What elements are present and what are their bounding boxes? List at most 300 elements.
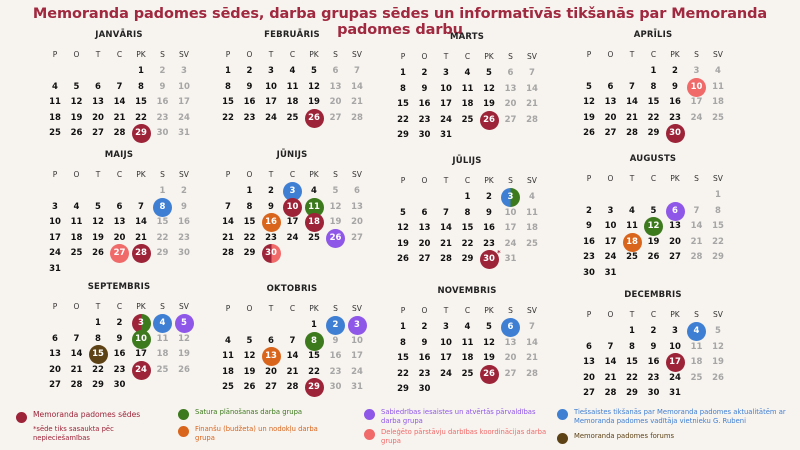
calendar-day[interactable]: 6 xyxy=(666,202,685,221)
calendar-day[interactable]: 17 xyxy=(440,99,452,109)
calendar-day[interactable]: 4 xyxy=(289,66,296,76)
calendar-day[interactable]: 18 xyxy=(222,366,234,377)
calendar-day[interactable]: 16 xyxy=(243,97,256,107)
calendar-day[interactable]: 29 xyxy=(397,130,409,140)
calendar-day[interactable]: 5 xyxy=(175,314,194,333)
calendar-day[interactable]: 29 xyxy=(461,254,474,264)
calendar-day[interactable]: 30 xyxy=(418,130,431,140)
calendar-day[interactable]: 8 xyxy=(629,341,635,352)
calendar-day[interactable]: 7 xyxy=(289,335,296,346)
calendar-day[interactable]: 21 xyxy=(526,353,538,363)
calendar-day[interactable]: 9 xyxy=(650,341,657,352)
calendar-day[interactable]: 11 xyxy=(222,351,234,361)
calendar-day[interactable]: 6 xyxy=(586,341,592,352)
calendar-day[interactable]: 8 xyxy=(138,81,144,92)
calendar-day[interactable]: 14 xyxy=(135,217,147,227)
calendar-day[interactable]: 15 xyxy=(156,217,169,227)
calendar-day[interactable]: 20 xyxy=(113,232,126,243)
calendar-day[interactable]: 10 xyxy=(178,81,190,92)
calendar-day[interactable]: 4 xyxy=(52,81,58,92)
calendar-day[interactable]: 26 xyxy=(92,248,104,258)
calendar-day[interactable]: 14 xyxy=(286,351,299,361)
calendar-day[interactable]: 30 xyxy=(156,128,169,138)
calendar-day[interactable]: 6 xyxy=(607,81,614,92)
calendar-day[interactable]: 13 xyxy=(418,223,431,233)
calendar-day[interactable]: 11 xyxy=(286,81,299,92)
calendar-day[interactable]: 26 xyxy=(70,128,83,138)
calendar-day[interactable]: 25 xyxy=(156,364,169,375)
calendar-day[interactable]: 1 xyxy=(311,320,317,330)
calendar-day[interactable]: 13 xyxy=(583,357,595,367)
calendar-day[interactable]: 15 xyxy=(626,357,638,367)
calendar-day[interactable]: 23 xyxy=(483,238,495,249)
calendar-day[interactable]: 8 xyxy=(225,81,231,92)
calendar-day[interactable]: 23 xyxy=(669,112,681,123)
calendar-day[interactable]: 3 xyxy=(607,205,614,216)
calendar-day[interactable]: 4 xyxy=(464,322,471,332)
calendar-day[interactable]: 26 xyxy=(397,254,409,264)
calendar-day[interactable]: 13 xyxy=(504,83,517,94)
calendar-day[interactable]: 30 xyxy=(329,382,342,392)
calendar-day[interactable]: 7 xyxy=(529,322,535,332)
calendar-day[interactable]: 28 xyxy=(526,368,538,379)
calendar-day[interactable]: 28 xyxy=(690,252,703,262)
calendar-day[interactable]: 2 xyxy=(650,326,657,336)
calendar-day[interactable]: 22 xyxy=(156,232,169,243)
calendar-day[interactable]: 17 xyxy=(351,351,363,361)
calendar-day[interactable]: 12 xyxy=(583,97,595,107)
calendar-day[interactable]: 31 xyxy=(604,267,617,278)
calendar-day[interactable]: 26 xyxy=(243,382,256,392)
calendar-day[interactable]: 1 xyxy=(225,66,231,76)
calendar-day[interactable]: 15 xyxy=(397,99,409,109)
calendar-day[interactable]: 10 xyxy=(265,81,277,92)
calendar-day[interactable]: 20 xyxy=(329,97,342,107)
calendar-day[interactable]: 29 xyxy=(305,378,324,397)
calendar-day[interactable]: 10 xyxy=(669,341,681,352)
calendar-day[interactable]: 2 xyxy=(159,66,166,76)
calendar-day[interactable]: 29 xyxy=(92,380,104,390)
calendar-day[interactable]: 15 xyxy=(135,97,147,107)
calendar-day[interactable]: 27 xyxy=(49,380,61,390)
calendar-day[interactable]: 7 xyxy=(693,205,700,216)
calendar-day[interactable]: 6 xyxy=(507,68,514,78)
calendar-day[interactable]: 21 xyxy=(222,232,234,243)
calendar-day[interactable]: 14 xyxy=(113,97,126,107)
calendar-day[interactable]: 13 xyxy=(92,97,104,107)
calendar-day[interactable]: 8 xyxy=(246,201,253,212)
calendar-day[interactable]: 19 xyxy=(647,236,660,247)
calendar-day[interactable]: 27 xyxy=(504,114,517,125)
calendar-day[interactable]: 25 xyxy=(49,128,61,138)
calendar-day[interactable]: 21 xyxy=(286,366,299,377)
calendar-day[interactable]: 13 xyxy=(113,217,126,227)
calendar-day[interactable]: 1 xyxy=(159,186,166,196)
calendar-day[interactable]: 26 xyxy=(647,252,660,262)
calendar-day[interactable]: 30 xyxy=(647,388,660,398)
calendar-day[interactable]: 5 xyxy=(486,68,492,78)
calendar-day[interactable]: 18 xyxy=(690,357,703,367)
calendar-day[interactable]: 16 xyxy=(329,351,342,361)
calendar-day[interactable]: 2 xyxy=(326,316,345,335)
calendar-day[interactable]: 19 xyxy=(178,349,190,359)
calendar-day[interactable]: 7 xyxy=(629,81,635,92)
calendar-day[interactable]: 19 xyxy=(397,238,409,249)
calendar-day[interactable]: 19 xyxy=(92,232,104,243)
calendar-day[interactable]: 3 xyxy=(348,316,367,335)
calendar-day[interactable]: 7 xyxy=(607,341,614,352)
calendar-day[interactable]: 5 xyxy=(95,201,101,212)
calendar-day[interactable]: 28 xyxy=(440,254,452,264)
calendar-day[interactable]: 23 xyxy=(156,112,169,123)
calendar-day[interactable]: 21 xyxy=(70,364,83,375)
calendar-day[interactable]: 6 xyxy=(52,333,58,344)
calendar-day[interactable]: 13 xyxy=(329,81,342,92)
calendar-day[interactable]: 13 xyxy=(351,201,363,212)
calendar-day[interactable]: 28 xyxy=(70,380,83,390)
calendar-day[interactable]: 27 xyxy=(669,252,681,262)
calendar-day[interactable]: 11 xyxy=(156,333,169,344)
calendar-day[interactable]: 17 xyxy=(265,97,277,107)
calendar-day[interactable]: 19 xyxy=(483,99,495,109)
calendar-day[interactable]: 20 xyxy=(583,372,595,383)
calendar-day[interactable]: 22 xyxy=(397,368,409,379)
calendar-day[interactable]: 24 xyxy=(132,361,151,380)
calendar-day[interactable]: 7 xyxy=(443,207,449,218)
calendar-day[interactable]: 31 xyxy=(504,254,517,264)
calendar-day[interactable]: 23 xyxy=(243,112,256,123)
calendar-day[interactable]: 2 xyxy=(181,186,187,196)
calendar-day[interactable]: 24 xyxy=(440,114,452,125)
calendar-day[interactable]: 22 xyxy=(647,112,660,123)
calendar-day[interactable]: 28 xyxy=(351,112,363,123)
calendar-day[interactable]: 28 xyxy=(132,244,151,263)
calendar-day[interactable]: 14 xyxy=(440,223,452,233)
calendar-day[interactable]: 4 xyxy=(73,201,80,212)
calendar-day[interactable]: 26 xyxy=(583,128,595,138)
calendar-day[interactable]: 4 xyxy=(629,205,635,216)
calendar-day[interactable]: 2 xyxy=(116,318,123,328)
calendar-day[interactable]: 24 xyxy=(440,368,452,379)
calendar-day[interactable]: 6 xyxy=(332,66,339,76)
calendar-day[interactable]: 5 xyxy=(486,322,492,332)
calendar-day[interactable]: 8 xyxy=(153,198,172,217)
calendar-day[interactable]: 26 xyxy=(305,109,324,128)
calendar-day[interactable]: 14 xyxy=(604,357,617,367)
calendar-day[interactable]: 30 xyxy=(262,244,281,263)
calendar-day[interactable]: 25 xyxy=(712,112,724,123)
calendar-day[interactable]: 20 xyxy=(669,236,681,247)
calendar-day[interactable]: 12 xyxy=(712,341,724,352)
calendar-day[interactable]: 7 xyxy=(138,201,144,212)
calendar-day[interactable]: 22 xyxy=(135,112,147,123)
calendar-day[interactable]: 14 xyxy=(526,337,538,348)
calendar-day[interactable]: 10 xyxy=(604,221,617,231)
calendar-day[interactable]: 5 xyxy=(715,326,721,336)
calendar-day[interactable]: 23 xyxy=(113,364,126,375)
calendar-day[interactable]: 17 xyxy=(604,236,617,247)
calendar-day[interactable]: 21 xyxy=(626,112,638,123)
calendar-day[interactable]: 15 xyxy=(222,97,234,107)
calendar-day[interactable]: 6 xyxy=(116,201,123,212)
calendar-day[interactable]: 12 xyxy=(92,217,104,227)
calendar-day[interactable]: 26 xyxy=(712,372,724,383)
calendar-day[interactable]: 30 xyxy=(418,384,431,394)
calendar-day[interactable]: 10 xyxy=(504,207,517,218)
calendar-day[interactable]: 6 xyxy=(501,318,520,337)
calendar-day[interactable]: 1 xyxy=(464,192,471,202)
calendar-day[interactable]: 18 xyxy=(712,97,724,107)
calendar-day[interactable]: 15 xyxy=(308,351,320,361)
calendar-day[interactable]: 18 xyxy=(461,353,474,363)
calendar-day[interactable]: 10 xyxy=(440,83,452,94)
calendar-day[interactable]: 19 xyxy=(483,353,495,363)
calendar-day[interactable]: 22 xyxy=(397,114,409,125)
calendar-day[interactable]: 22 xyxy=(461,238,474,249)
calendar-day[interactable]: 1 xyxy=(138,66,144,76)
calendar-day[interactable]: 23 xyxy=(418,368,431,379)
calendar-day[interactable]: 26 xyxy=(178,364,190,375)
calendar-day[interactable]: 22 xyxy=(222,112,234,123)
calendar-day[interactable]: 30 xyxy=(178,248,190,258)
calendar-day[interactable]: 4 xyxy=(225,335,231,346)
calendar-day[interactable]: 18 xyxy=(49,112,61,123)
calendar-day[interactable]: 24 xyxy=(178,112,190,123)
calendar-day[interactable]: 16 xyxy=(483,223,495,233)
calendar-day[interactable]: 5 xyxy=(332,186,339,196)
calendar-day[interactable]: 8 xyxy=(464,207,471,218)
calendar-day[interactable]: 24 xyxy=(286,232,299,243)
calendar-day[interactable]: 13 xyxy=(262,347,281,366)
calendar-day[interactable]: 17 xyxy=(440,353,452,363)
calendar-day[interactable]: 9 xyxy=(421,337,428,348)
calendar-day[interactable]: 15 xyxy=(647,97,660,107)
calendar-day[interactable]: 1 xyxy=(715,190,721,200)
calendar-day[interactable]: 10 xyxy=(49,217,61,227)
calendar-day[interactable]: 1 xyxy=(650,66,657,76)
calendar-day[interactable]: 29 xyxy=(243,248,256,258)
calendar-day[interactable]: 10 xyxy=(283,198,302,217)
calendar-day[interactable]: 24 xyxy=(504,238,517,249)
calendar-day[interactable]: 13 xyxy=(669,221,681,231)
calendar-day[interactable]: 2 xyxy=(268,186,274,196)
calendar-day[interactable]: 29 xyxy=(647,128,660,138)
calendar-day[interactable]: 23 xyxy=(178,232,190,243)
calendar-day[interactable]: 17 xyxy=(49,232,61,243)
calendar-day[interactable]: 28 xyxy=(222,248,234,258)
calendar-day[interactable]: 17 xyxy=(690,97,703,107)
calendar-day[interactable]: 8 xyxy=(95,333,101,344)
calendar-day[interactable]: 9 xyxy=(332,335,339,346)
calendar-day[interactable]: 24 xyxy=(49,248,61,258)
calendar-day[interactable]: 2 xyxy=(246,66,253,76)
calendar-day[interactable]: 29 xyxy=(626,388,638,398)
calendar-day[interactable]: 16 xyxy=(418,353,431,363)
calendar-day[interactable]: 18 xyxy=(70,232,83,243)
calendar-day[interactable]: 12 xyxy=(329,201,342,212)
calendar-day[interactable]: 20 xyxy=(92,112,104,123)
calendar-day[interactable]: 3 xyxy=(283,182,302,201)
calendar-day[interactable]: 5 xyxy=(311,66,317,76)
calendar-day[interactable]: 20 xyxy=(418,238,431,249)
calendar-day[interactable]: 19 xyxy=(712,357,724,367)
calendar-day[interactable]: 8 xyxy=(715,205,721,216)
calendar-day[interactable]: 11 xyxy=(690,341,703,352)
calendar-day[interactable]: 25 xyxy=(286,112,299,123)
calendar-day[interactable]: 4 xyxy=(153,314,172,333)
calendar-day[interactable]: 21 xyxy=(604,372,617,383)
calendar-day[interactable]: 22 xyxy=(243,232,256,243)
calendar-day[interactable]: 15 xyxy=(89,345,108,364)
calendar-day[interactable]: 28 xyxy=(626,128,638,138)
calendar-day[interactable]: 22 xyxy=(308,366,320,377)
calendar-day[interactable]: 17 xyxy=(286,217,299,227)
calendar-day[interactable]: 16 xyxy=(178,217,190,227)
calendar-day[interactable]: 13 xyxy=(504,337,517,348)
calendar-day[interactable]: 21 xyxy=(526,99,538,109)
calendar-day[interactable]: 8 xyxy=(305,332,324,351)
calendar-day[interactable]: 19 xyxy=(583,112,595,123)
calendar-day[interactable]: 12 xyxy=(70,97,83,107)
calendar-day[interactable]: 6 xyxy=(268,335,274,346)
calendar-day[interactable]: 30 xyxy=(583,267,595,278)
calendar-day[interactable]: 12 xyxy=(644,217,663,236)
calendar-day[interactable]: 14 xyxy=(626,97,638,107)
calendar-day[interactable]: 13 xyxy=(49,349,61,359)
calendar-day[interactable]: 21 xyxy=(440,238,452,249)
calendar-day[interactable]: 22 xyxy=(92,364,104,375)
calendar-day[interactable]: 27 xyxy=(329,112,342,123)
calendar-day[interactable]: 25 xyxy=(526,238,538,249)
calendar-day[interactable]: 17 xyxy=(178,97,190,107)
calendar-day[interactable]: 23 xyxy=(418,114,431,125)
calendar-day[interactable]: 16 xyxy=(669,97,681,107)
calendar-day[interactable]: 24 xyxy=(604,252,617,262)
calendar-day[interactable]: 9 xyxy=(159,81,166,92)
calendar-day[interactable]: 11 xyxy=(305,198,324,217)
calendar-day[interactable]: 27 xyxy=(583,388,595,398)
calendar-day[interactable]: 25 xyxy=(461,114,474,125)
calendar-day[interactable]: 25 xyxy=(308,232,320,243)
calendar-day[interactable]: 27 xyxy=(92,128,104,138)
calendar-day[interactable]: 17 xyxy=(666,353,685,372)
calendar-day[interactable]: 4 xyxy=(687,322,706,341)
calendar-day[interactable]: 5 xyxy=(650,205,657,216)
calendar-day[interactable]: 14 xyxy=(351,81,363,92)
calendar-day[interactable]: 11 xyxy=(526,207,538,218)
calendar-day[interactable]: 31 xyxy=(49,263,61,274)
calendar-day[interactable]: 30 xyxy=(480,250,499,269)
calendar-day[interactable]: 3 xyxy=(672,326,678,336)
calendar-day[interactable]: 6 xyxy=(421,207,428,218)
calendar-day[interactable]: 24 xyxy=(690,112,703,123)
calendar-day[interactable]: 16 xyxy=(418,99,431,109)
calendar-day[interactable]: 1 xyxy=(400,322,406,332)
calendar-day[interactable]: 30 xyxy=(113,380,126,390)
calendar-day[interactable]: 2 xyxy=(421,68,428,78)
calendar-day[interactable]: 7 xyxy=(73,333,80,344)
calendar-day[interactable]: 25 xyxy=(222,382,234,392)
calendar-day[interactable]: 23 xyxy=(583,252,595,262)
calendar-day[interactable]: 7 xyxy=(529,68,535,78)
calendar-day[interactable]: 5 xyxy=(246,335,253,346)
calendar-day[interactable]: 18 xyxy=(623,233,642,252)
calendar-day[interactable]: 20 xyxy=(351,217,363,227)
calendar-day[interactable]: 17 xyxy=(135,349,147,359)
calendar-day[interactable]: 7 xyxy=(225,201,231,212)
calendar-day[interactable]: 12 xyxy=(308,81,320,92)
calendar-day[interactable]: 4 xyxy=(529,192,535,202)
calendar-day[interactable]: 19 xyxy=(243,366,256,377)
calendar-day[interactable]: 10 xyxy=(440,337,452,348)
calendar-day[interactable]: 7 xyxy=(116,81,123,92)
calendar-day[interactable]: 15 xyxy=(461,223,474,233)
calendar-day[interactable]: 20 xyxy=(504,353,517,363)
calendar-day[interactable]: 9 xyxy=(268,201,274,212)
calendar-day[interactable]: 26 xyxy=(480,111,499,130)
calendar-day[interactable]: 16 xyxy=(156,97,169,107)
calendar-day[interactable]: 1 xyxy=(246,186,253,196)
calendar-day[interactable]: 9 xyxy=(586,221,592,231)
calendar-day[interactable]: 31 xyxy=(440,130,452,140)
calendar-day[interactable]: 15 xyxy=(397,353,409,363)
calendar-day[interactable]: 3 xyxy=(693,66,700,76)
calendar-day[interactable]: 2 xyxy=(672,66,678,76)
calendar-day[interactable]: 29 xyxy=(712,252,724,262)
calendar-day[interactable]: 15 xyxy=(712,221,724,231)
calendar-day[interactable]: 3 xyxy=(181,66,187,76)
calendar-day[interactable]: 9 xyxy=(181,201,187,212)
calendar-day[interactable]: 31 xyxy=(178,128,190,138)
calendar-day[interactable]: 6 xyxy=(95,81,101,92)
calendar-day[interactable]: 15 xyxy=(243,217,256,227)
calendar-day[interactable]: 28 xyxy=(604,388,617,398)
calendar-day[interactable]: 23 xyxy=(265,232,277,243)
calendar-day[interactable]: 27 xyxy=(504,368,517,379)
calendar-day[interactable]: 20 xyxy=(504,99,517,109)
calendar-day[interactable]: 2 xyxy=(586,205,592,216)
calendar-day[interactable]: 7 xyxy=(354,66,360,76)
calendar-day[interactable]: 9 xyxy=(672,81,678,92)
calendar-day[interactable]: 17 xyxy=(504,223,517,233)
calendar-day[interactable]: 29 xyxy=(132,124,151,143)
calendar-day[interactable]: 23 xyxy=(647,372,660,383)
calendar-day[interactable]: 27 xyxy=(418,254,431,264)
calendar-day[interactable]: 14 xyxy=(526,83,538,94)
calendar-day[interactable]: 11 xyxy=(712,81,724,92)
calendar-day[interactable]: 11 xyxy=(70,217,83,227)
calendar-day[interactable]: 18 xyxy=(461,99,474,109)
calendar-day[interactable]: 26 xyxy=(326,229,345,248)
calendar-day[interactable]: 28 xyxy=(286,382,299,392)
calendar-day[interactable]: 8 xyxy=(400,83,406,94)
calendar-day[interactable]: 18 xyxy=(286,97,299,107)
calendar-day[interactable]: 31 xyxy=(669,388,681,398)
calendar-day[interactable]: 1 xyxy=(95,318,101,328)
calendar-day[interactable]: 20 xyxy=(265,366,277,377)
calendar-day[interactable]: 10 xyxy=(132,330,151,349)
calendar-day[interactable]: 11 xyxy=(626,221,638,231)
calendar-day[interactable]: 14 xyxy=(690,221,703,231)
calendar-day[interactable]: 25 xyxy=(626,252,638,262)
calendar-day[interactable]: 12 xyxy=(483,83,495,94)
calendar-day[interactable]: 14 xyxy=(70,349,83,359)
calendar-day[interactable]: 27 xyxy=(351,232,363,243)
calendar-day[interactable]: 16 xyxy=(262,213,281,232)
calendar-day[interactable]: 21 xyxy=(113,112,126,123)
calendar-day[interactable]: 14 xyxy=(222,217,234,227)
calendar-day[interactable]: 3 xyxy=(52,201,58,212)
